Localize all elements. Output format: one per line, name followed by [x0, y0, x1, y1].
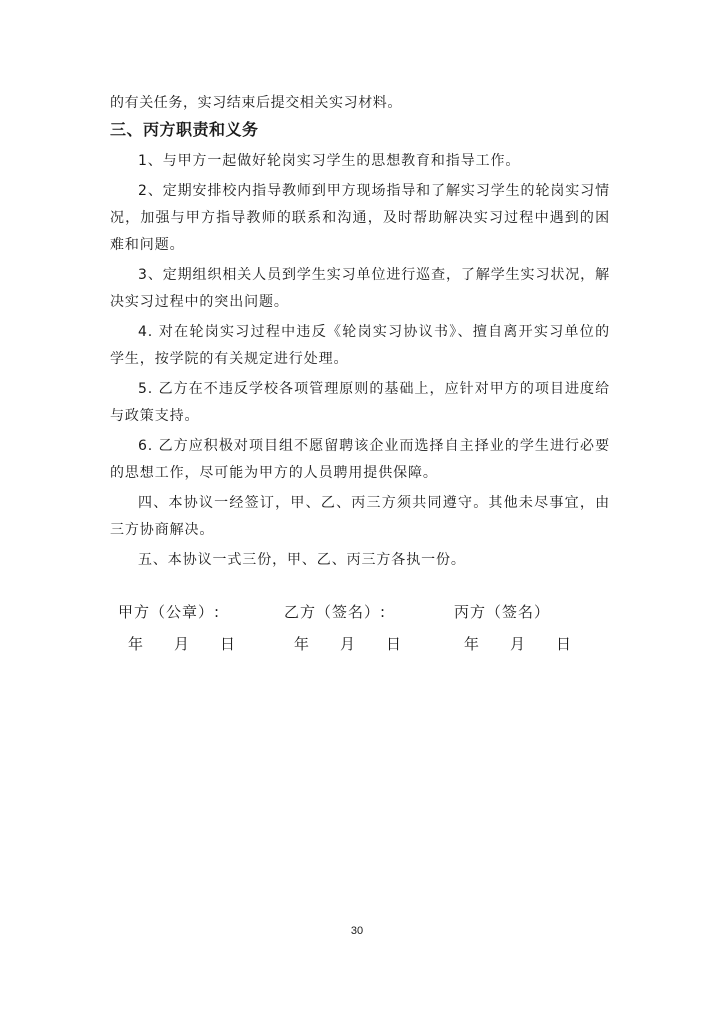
party-a-year: 年 [128, 635, 145, 653]
party-c-date [454, 630, 572, 658]
signature-block [118, 598, 618, 658]
page-number: 30 [350, 925, 364, 937]
party-b-date [284, 630, 402, 658]
party-b-month: 月 [340, 635, 357, 653]
paragraph-1: 1、与甲方一起做好轮岗实习学生的思想教育和指导工作。 [138, 153, 521, 169]
paragraph-3: 3、定期组织相关人员到学生实习单位进行巡查，了解学生实习状况，解决实习过程中的突出问题。 [110, 267, 610, 310]
party-a-label: 甲方（公章）: [118, 603, 221, 621]
document-body [110, 90, 610, 577]
clause-five: 五、本协议一式三份，甲、乙、丙三方各执一份。 [138, 552, 466, 568]
clause-four: 四、本协议一经签订，甲、乙、丙三方须共同遵守。其他未尽事宜，由三方协商解决。 [110, 495, 610, 538]
party-b-day: 日 [386, 635, 403, 653]
signature-party-a [118, 598, 236, 658]
party-a-month: 月 [174, 635, 191, 653]
party-c-label: 丙方（签名） [454, 603, 551, 621]
party-c-year: 年 [464, 635, 481, 653]
party-b-year: 年 [294, 635, 311, 653]
party-a-day: 日 [220, 635, 237, 653]
signature-party-b [284, 598, 402, 658]
party-a-date [118, 630, 236, 658]
section-heading: 三、丙方职责和义务 [110, 120, 259, 139]
paragraph-2: 2、定期安排校内指导教师到甲方现场指导和了解实习学生的轮岗实习情况，加强与甲方指导教师的联系和沟通，及时帮助解决实习过程中遇到的困难和问题。 [110, 183, 610, 253]
paragraph-4: 4. 对在轮岗实习过程中违反《轮岗实习协议书》、擅自离开实习单位的学生，按学院的有关规定进行处理。 [110, 324, 610, 367]
paragraph-5: 5. 乙方在不违反学校各项管理原则的基础上，应针对甲方的项目进度给与政策支持。 [110, 381, 610, 424]
continuation-line: 的有关任务，实习结束后提交相关实习材料。 [110, 95, 402, 111]
party-c-day: 日 [556, 635, 573, 653]
signature-party-c [454, 598, 572, 658]
party-b-label: 乙方（签名）: [284, 603, 387, 621]
party-c-month: 月 [510, 635, 527, 653]
paragraph-6: 6. 乙方应积极对项目组不愿留聘该企业而选择自主择业的学生进行必要的思想工作，尽可能为甲方的人员聘用提供保障。 [110, 438, 610, 481]
